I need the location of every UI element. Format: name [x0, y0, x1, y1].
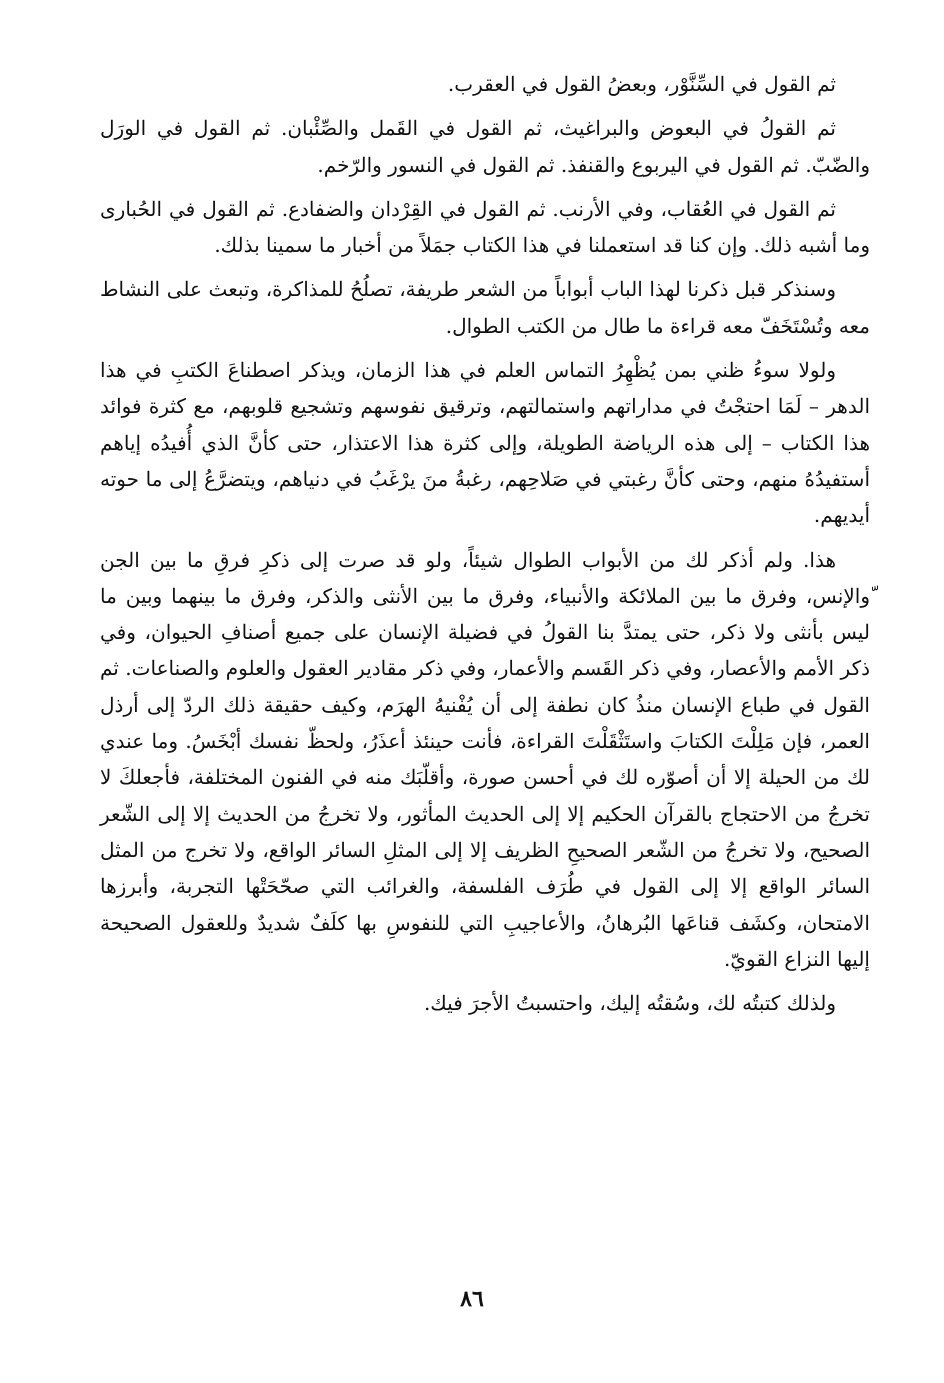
paragraph-4: وسنذكر قبل ذكرنا لهذا الباب أبواباً من الشعر طريفة، تصلُحُ للمذاكرة، وتبعث على النشاط معه وتُسْتَخَفّ معه قراءة ما طال من الكتب الطوال.: [100, 277, 870, 338]
paragraph-5: ولولا سوءُ ظني بمن يُظْهِرُ التماس العلم في هذا الزمان، ويذكر اصطناعَ الكتبِ في هذا الدهر – لَمَا احتجْتُ في مداراتهم واستمالتهم، وترقيق نفوسهم وتشجيع قلوبهم، مع كثرة فوائد هذا الكتاب – إلى هذه الرياضة الطويلة، وإلى كثرة هذا الاعتذار، حتى كأنَّ الذي أُفيدُه إياهم أستفيدُهُ منهم، وحتى كأنَّ رغبتي في صَلاحِهم، رغبةُ منَ يرْغَبُ في دنياهم، ويتضرَّعُ إلى ما حوته أيديهم.: [100, 358, 870, 528]
paragraph-3: ثم القول في العُقاب، وفي الأرنب. ثم القول في القِرْدان والضفادع. ثم القول في الحُبارى وما أشبه ذلك. وإن كنا قد استعملنا في هذا الكتاب جمَلاً من أخبار ما سمينا بذلك.: [100, 196, 870, 258]
paragraph-2: ثم القولُ في البعوض والبراغيث، ثم القول في القَمل والصِّئْبان. ثم القول في الورَل والضّبّ. ثم القول في اليربوع والقنفذ. ثم القول في النسور والرّخم.: [100, 116, 870, 177]
page-number: ٨٦: [460, 1286, 484, 1312]
page-body-text: [100, 66, 870, 1029]
paragraph-7: ولذلك كتبتُه لك، وسُقتُه إليك، واحتسبتُ الأجرَ فيك.: [423, 991, 836, 1016]
paragraph-1: ثم القول في السِّنَّوْر، وبعضُ القول في العقرب.: [447, 72, 836, 96]
paragraph-6: هذا. ولم أذكر لك من الأبواب الطوال شيئاً، ولو قد صرت إلى ذكرِ فرقِ ما بين الجن ّوالإنس، وفرق ما بين الملائكة والأنبياء، وفرق ما بين الأنثى والذكر، وفرق ما بينهما وبين ما ليس بأنثى ولا ذكر، حتى يمتدَّ بنا القولُ في فضيلة الإنسان على جميع أصنافِ الحيوان، وفي ذكر الأمم والأعصار، وفي ذكر القَسم والأعمار، وفي ذكر مقادير العقول والعلوم والصناعات. ثم القول في طباع الإنسان منذُ كان نطفة إلى أن يُفْنيهُ الهرَم، وكيف حقيقة ذلك الردّ إلى أرذل العمر، فإن مَلِلْتَ الكتابَ واستَثْقَلْتَ القراءة، فأنت حينئذ أعذَرُ، ولحظّ نفسك أبْخَسُ. وما عندي لك من الحيلة إلا أن أصوّره لك في أحسن صورة، وأقلّبَك منه في الفنون المختلفة، فأجعلكَ لا تخرجُ من الاحتجاج بالقرآن الحكيم إلا إلى الحديث المأثور، ولا تخرجُ من الحديث إلا إلى الشّعر الصحيح، ولا تخرجُ من الشّعر الصحيحِ الظريف إلا إلى المثلِ السائر الواقع، ولا تخرج من المثل السائر الواقع إلا إلى القول في طُرَف الفلسفة، والغرائب التي صحّحَتْها التجربة، وأبرزها الامتحان، وكشَف قناعَها البُرهانُ، والأعاجيبِ التي للنفوسِ بها كلَفٌ شديدٌ وللعقول الصحيحة إليها النزاع القويّ.: [100, 547, 870, 971]
